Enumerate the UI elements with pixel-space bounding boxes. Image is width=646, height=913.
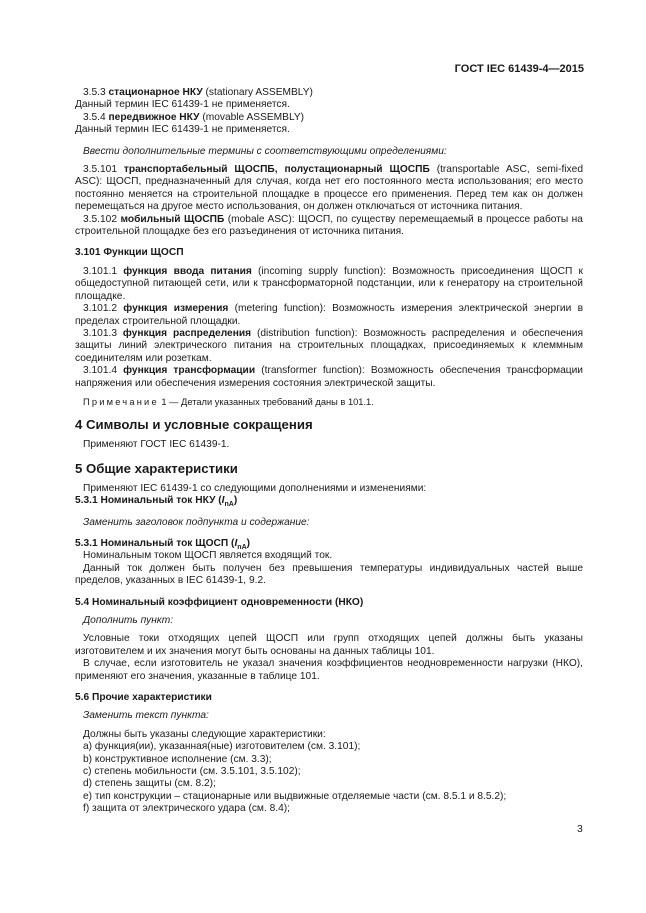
paragraph: В случае, если изготовитель не указал значения коэффициентов неодновременности нагрузки (НКО), применяют его значения, указанные в таблице 101. <box>75 658 583 682</box>
note: Примечание 1 — Детали указанных требований даны в 101.1. <box>83 396 374 407</box>
paragraph: Условные токи отходящих цепей ЩОСП или групп отходящих цепей должны быть указаны изготовителем и их значения могут быть основаны на данных таблицы 101. <box>75 633 583 657</box>
paragraph: Данный термин IEC 61439-1 не применяется. <box>75 99 290 111</box>
standard-header: ГОСТ IEC 61439-4—2015 <box>454 63 584 75</box>
characteristics-list <box>75 741 583 815</box>
term-3-5-101: 3.5.101 транспортабельный ЩОСПБ, полустационарный ЩОСПБ (transportable ASC, semi-fixed ASC): ЩОСП, предназначенный для случая, когда нет его постоянного места использования; его место постоянно меняется на строительной площадке в процессе его применения. Перед тем как он должен перемещаться на другое место использования, он должен отключаться от источника питания. <box>75 164 583 213</box>
term-3-5-4: 3.5.4 передвижное НКУ (movable ASSEMBLY) <box>83 111 305 123</box>
list-item: c) степень мобильности (см. 3.5.101, 3.5.102); <box>83 766 301 778</box>
list-item: a) функция(ии), указанная(ные) изготовителем (см. 3.101); <box>83 741 361 753</box>
term-3-101-4: 3.101.4 функция трансформации (transformer function): Возможность обеспечения трансформации напряжения или обеспечения измерения состояния электрической защиты. <box>75 365 583 389</box>
editorial-instruction: Ввести дополнительные термины с соответствующими определениями: <box>83 145 447 157</box>
paragraph: Должны быть указаны следующие характеристики: <box>83 728 326 740</box>
editorial-instruction: Заменить текст пункта: <box>83 710 209 722</box>
subsection-heading-5-4: 5.4 Номинальный коэффициент одновременности (НКО) <box>75 596 364 608</box>
subsection-heading-5-3-1-old: 5.3.1 Номинальный ток НКУ $(I_{nA})$ <box>75 495 238 509</box>
term-3-101-2: 3.101.2 функция измерения (metering function): Возможность измерения электрической энергии в пределах строительной площадки. <box>75 303 583 327</box>
page-content <box>75 87 583 816</box>
list-item: f) защита от электрического удара (см. 8.4); <box>83 803 290 815</box>
section-heading-3-101: 3.101 Функции ЩОСП <box>75 247 184 259</box>
list-item: d) степень защиты (см. 8.2); <box>83 778 216 790</box>
section-heading-5: 5 Общие характеристики <box>75 460 238 476</box>
list-item: e) тип конструкции – стационарные или выдвижные отделяемые части (см. 8.5.1 и 8.5.2); <box>83 790 507 802</box>
editorial-instruction: Дополнить пункт: <box>83 615 174 626</box>
paragraph: Применяют ГОСТ IEC 61439-1. <box>83 439 230 451</box>
paragraph: Данный ток должен быть получен без превышения температуры индивидуальных частей выше пределов, указанных в IEC 61439-1, 9.2. <box>75 562 583 587</box>
paragraph: Данный термин IEC 61439-1 не применяется. <box>75 124 290 136</box>
paragraph: Номинальным током ЩОСП является входящий ток. <box>83 550 333 562</box>
term-3-5-102: 3.5.102 мобильный ЩОСПБ (mobale ASC): ЩОСП, по существу перемещаемый в процессе работы на строительной площадке без его разъединения от источника питания. <box>75 213 583 238</box>
term-3-5-3: 3.5.3 стационарное НКУ (stationary ASSEMBLY) <box>83 87 313 98</box>
section-heading-4: 4 Символы и условные сокращения <box>75 417 313 433</box>
page-number: 3 <box>577 823 583 835</box>
editorial-instruction: Заменить заголовок подпункта и содержание: <box>83 516 310 528</box>
subsection-heading-5-3-1-new: 5.3.1 Номинальный ток ЩОСП $(I_{nA})$ <box>75 537 251 551</box>
term-3-101-3: 3.101.3 функция распределения (distribution function): Возможность распределения и обеспечения защиты линий электрического питания на строительных площадках, присоединяемых к клеммным соединителям или розеткам. <box>75 327 583 364</box>
note-label: Примечание <box>83 396 159 407</box>
term-3-101-1: 3.101.1 функция ввода питания (incoming supply function): Возможность присоединения ЩОСП к общедоступной питающей сети, или к трансформаторной подстанции, или к генератору на строительной площадке. <box>75 265 583 302</box>
subsection-heading-5-6: 5.6 Прочие характеристики <box>75 692 212 704</box>
paragraph: Применяют IEC 61439-1 со следующими дополнениями и изменениями: <box>83 482 427 494</box>
list-item: b) конструктивное исполнение (см. 3.3); <box>83 753 272 765</box>
